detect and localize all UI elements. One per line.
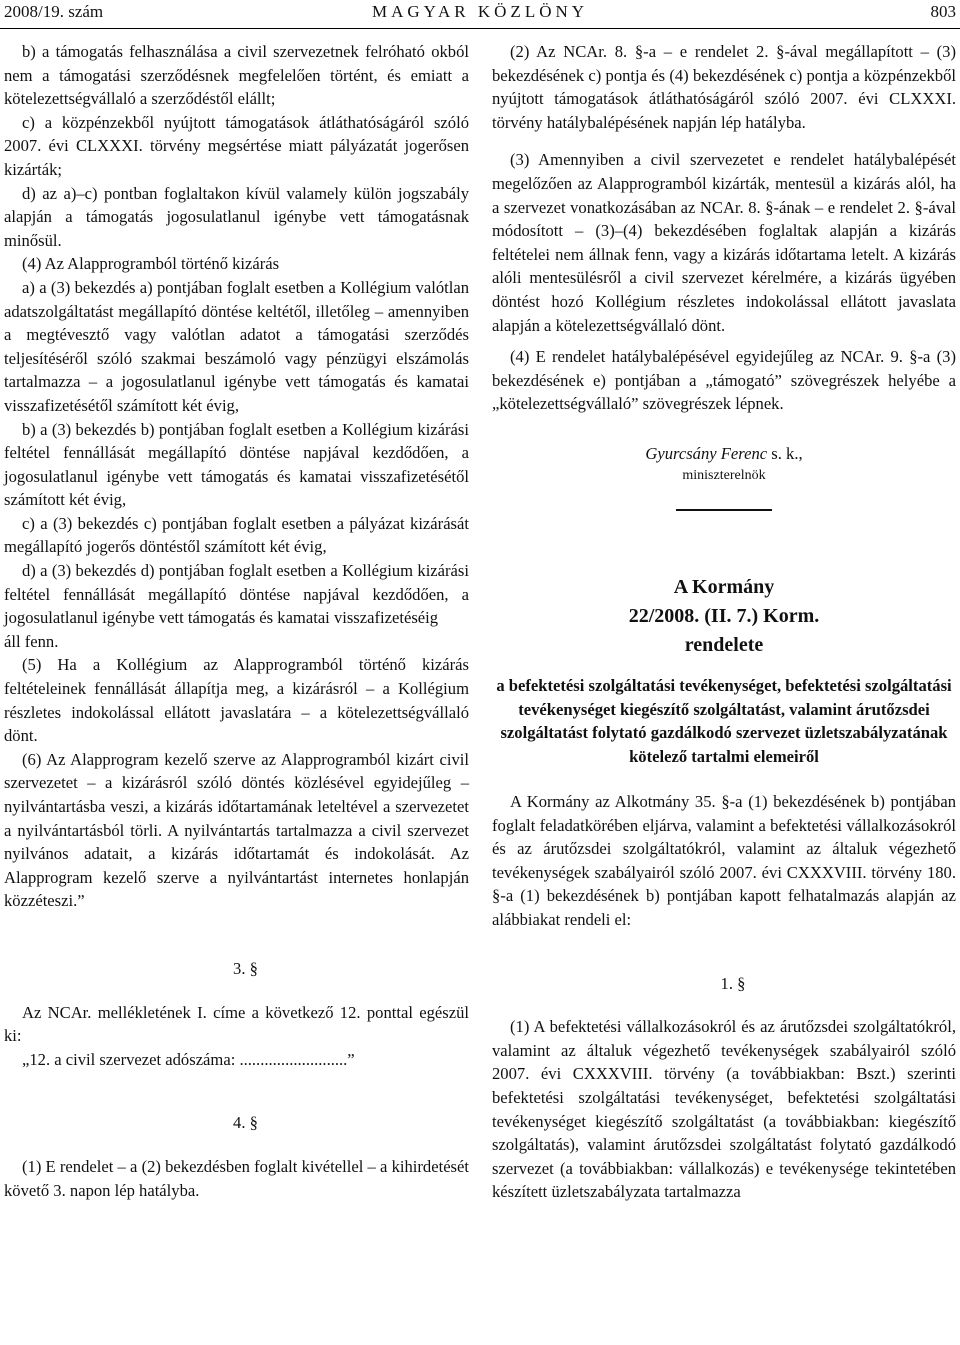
header-rule [0, 28, 960, 29]
paragraph: (4) E rendelet hatálybalépésével egyidejűleg az NCAr. 9. §-a (3) bekezdésének e) pontjában a „támogató” szövegrészek helyébe a „kötelezettségvállaló” szövegrészek lépnek. [492, 347, 956, 414]
signatory-suffix: s. k., [767, 443, 803, 463]
journal-title: MAGYAR KÖZLÖNY [371, 2, 589, 21]
paragraph: a) a (3) bekezdés a) pontjában foglalt esetben a Kollégium valótlan adatszolgáltatást megállapító döntése keltétől, illetőleg – amennyiben a megtévesztő vagy valótlan adatot a támogatási szerződés teljesítéséről szóló szakmai beszámoló vagy pénzügyi elszámolás tartalmazza – a jogosulatlanul igénybe vett támogatás és kamatai visszafizetésétől számított két évig, [4, 277, 469, 415]
decree-label: rendelete [684, 634, 764, 657]
paragraph: (4) Az Alapprogramból történő kizárás [22, 254, 280, 274]
paragraph: A Kormány az Alkotmány 35. §-a (1) bekezdésének b) pontjában foglalt feladatkörében eljárva, valamint a befektetési vállalkozásokról és az árutőzsdei szolgáltatókról, valamint az általuk végezhető tevékenységek szabályairól szóló 2007. évi CXXXVIII. törvény 180. §-a (1) bekezdésének b) pontjában kapott felhatalmazás alapján az alábbiakat rendeli el: [492, 792, 956, 930]
issue-number: 2008/19. szám [4, 2, 104, 21]
paragraph: c) a közpénzekből nyújtott támogatások átláthatóságáról szóló 2007. évi CLXXXI. törvény megsértése miatt pályázatát jogerősen kizárták; [4, 112, 469, 179]
paragraph: Az NCAr. mellékletének I. címe a következő 12. ponttal egészül ki: [4, 1002, 469, 1046]
paragraph: (3) Amennyiben a civil szervezetet e rendelet hatálybalépését megelőzően az Alapprogramból kizárták, mentesül a kizárás alól, ha a szervezet vonatkozásában az NCAr. 8. §-ának – e rendelet 2. §-ával módosított – (3)–(4) bekezdésében foglaltak alapján a kizárás feltételei nem állnak fenn, vagy a kizárás időtartama letelt. A kizárás alóli mentesülésről a civil szervezet kérelmére, a kizárás ügyében döntést hozó Kollégium részletes indokolással ellátott javaslata alapján a kötelezettségvállaló dönt. [492, 150, 956, 335]
paragraph: (1) A befektetési vállalkozásokról és az árutőzsdei szolgáltatókról, valamint az általuk végezhető tevékenységek szabályairól szóló 2007. évi CXXXVIII. törvény (a továbbiakban: Bszt.) szerinti befektetési szolgáltatási tevékenységet, befektetési szolgáltatási tevékenységet kiegészítő szolgáltatást (a továbbiakban: kiegészítő szolgáltatás), valamint árutőzsdei szolgáltatást folytató gazdálkodó szervezet (a továbbiakban: vállalkozás) e tevékenysége tekintetében készített üzletszabályzata tartalmazza [492, 1017, 956, 1202]
paragraph: c) a (3) bekezdés c) pontjában foglalt esetben a pályázat kizárását megállapító jogerős döntéstől számított két évig, [4, 513, 469, 557]
decree-number: 22/2008. (II. 7.) Korm. [628, 605, 820, 628]
paragraph: „12. a civil szervezet adószáma: ..........................” [22, 1049, 355, 1069]
paragraph: (5) Ha a Kollégium az Alapprogramból történő kizárás feltételeinek fennállását állapítja meg, a kizárásról – a Kollégium részletes indokolással ellátott javaslatára – a kötelezettségvállaló dönt. [4, 655, 469, 746]
signature [492, 442, 956, 466]
paragraph: (2) Az NCAr. 8. §-a – e rendelet 2. §-ával megállapított – (3) bekezdésének c) pontja és (4) bekezdésének c) pontja a közpénzekből nyújtott támogatások átláthatóságáról szóló 2007. évi CLXXXI. törvény hatálybalépésének napján lép hatályba. [492, 42, 956, 132]
paragraph: d) az a)–c) pontban foglaltakon kívül valamely külön jogszabály alapján a támogatás jogosulatlanul igénybe vett támogatásnak minősül. [4, 183, 469, 250]
divider [676, 509, 772, 511]
page-number: 803 [930, 2, 956, 21]
paragraph: d) a (3) bekezdés d) pontjában foglalt esetben a Kollégium kizárási feltétel fennállását megállapító döntése napjával kezdődően, a jogosulatlanul igénybe vett támogatás és kamatai visszafizetéséig [4, 561, 469, 628]
paragraph: áll fenn. [4, 631, 59, 651]
signatory-title: miniszterelnök [682, 467, 766, 483]
paragraph: b) a támogatás felhasználása a civil szervezetnek felróható okból nem a támogatási szerződésnek megfelelően történt, és emiatt a kötelezettségvállaló a szerződéstől elállt; [4, 42, 469, 109]
government-label: A Kormány [673, 576, 775, 599]
paragraph: b) a (3) bekezdés b) pontjában foglalt esetben a Kollégium kizárási feltétel fennállását megállapító döntése napjával kezdődően, a jogosulatlanul igénybe vett támogatás és kamatai visszafizetésétől számított két évig, [4, 419, 469, 510]
section-heading: 3. § [233, 958, 258, 978]
page-header [0, 0, 960, 30]
section-heading: 1. § [720, 973, 746, 993]
paragraph: (6) Az Alapprogram kezelő szerve az Alapprogramból kizárt civil szervezetet – a kizárásról szóló döntés közlésével egyidejűleg – nyilvántartásba veszi, a kizárás időtartamának leteltével a szervezetet a nyilvántartásból törli. A nyilvántartás tartalmazza a civil szervezet nyilvános adatait, a kizárás időtartamát és indokolását. Az Alapprogram kezelő szerve a nyilvántartást internetes honlapján közzéteszi.” [4, 749, 469, 911]
decree-heading [492, 573, 956, 660]
right-column [492, 40, 956, 1204]
signatory-name: Gyurcsány Ferenc [645, 443, 768, 463]
left-column [4, 40, 469, 1202]
decree-title: a befektetési szolgáltatási tevékenységet, befektetési szolgáltatási tevékenységet kiegészítő szolgáltatást, valamint árutőzsdei szolgáltatást folytató gazdálkodó szervezet üzletszabályzatának kötelező tartalmi elemeiről [496, 676, 952, 766]
section-heading: 4. § [233, 1113, 258, 1133]
paragraph: (1) E rendelet – a (2) bekezdésben foglalt kivétellel – a kihirdetését követő 3. napon lép hatályba. [4, 1156, 469, 1200]
